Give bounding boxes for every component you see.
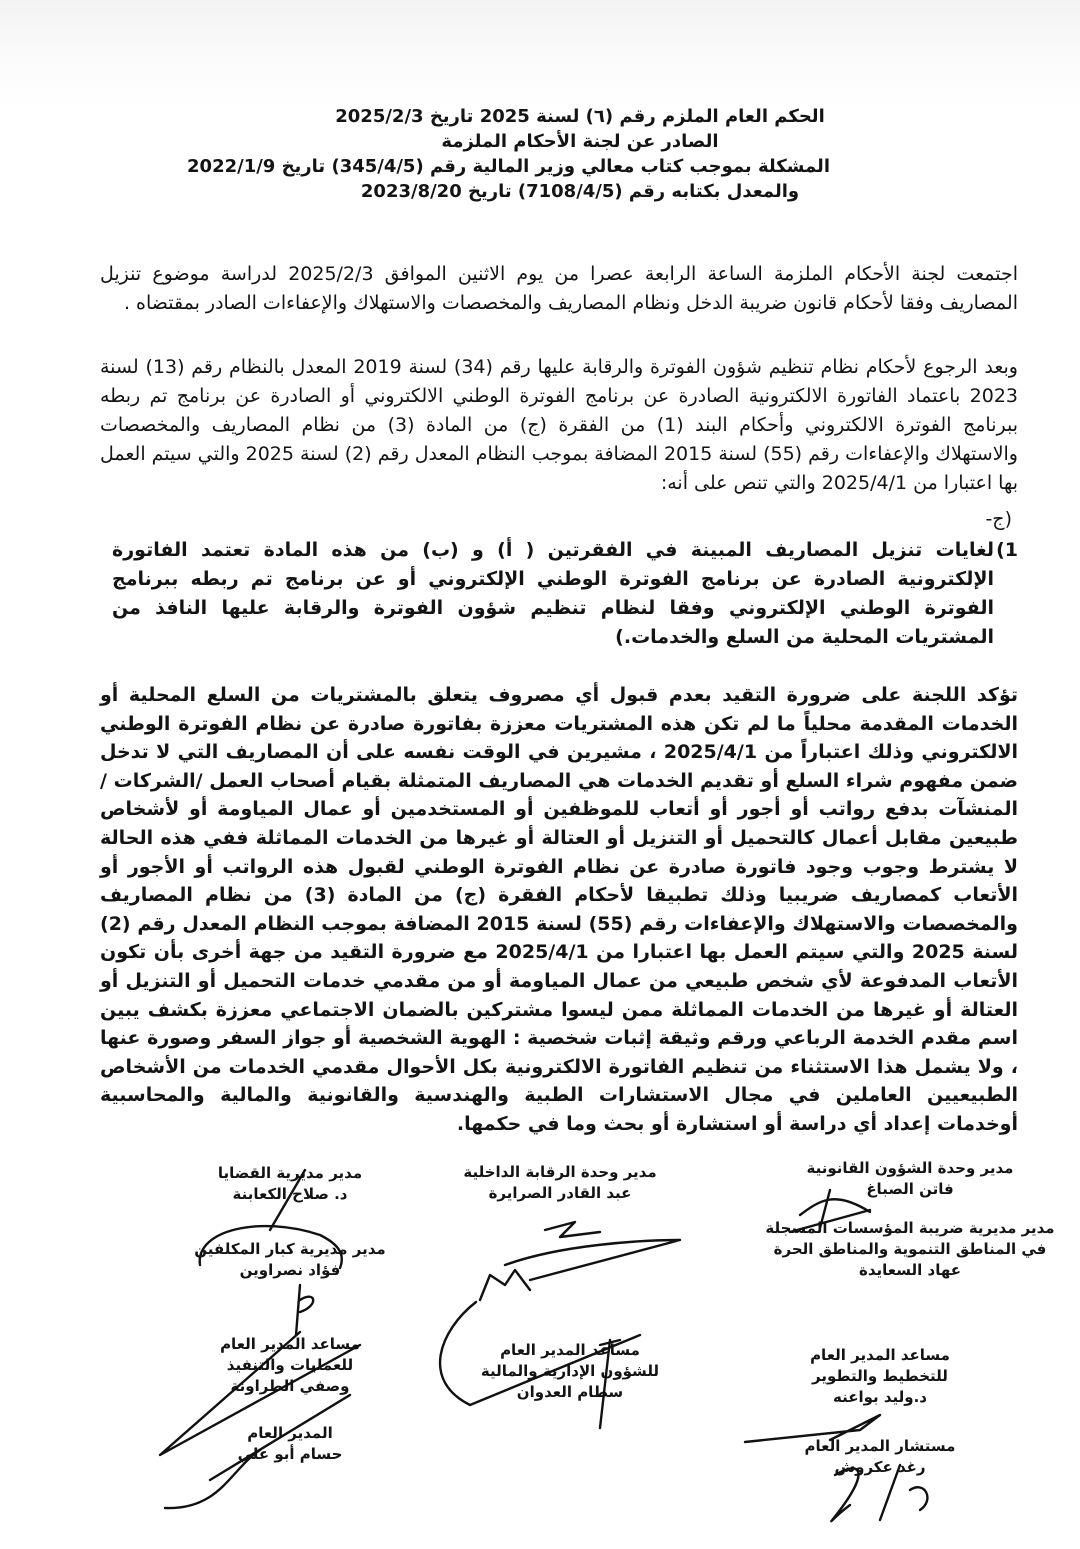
signatory-title: مساعد المدير العام bbox=[810, 1346, 950, 1364]
signatory-name: فاتن الصباغ bbox=[866, 1180, 954, 1198]
signatory-title: مساعد المدير العام bbox=[500, 1341, 640, 1359]
signatory-title: مساعد المدير العام bbox=[220, 1335, 360, 1353]
clause-number: 1) bbox=[996, 539, 1018, 561]
header-formation: المشكلة بموجب كتاب معالي وزير المالية رقم (345/4/5) تاريخ 2022/1/9 bbox=[187, 156, 830, 177]
signature-stroke-nasrawin bbox=[296, 1285, 313, 1335]
paragraph-reference: وبعد الرجوع لأحكام نظام تنظيم شؤون الفوترة والرقابة عليها رقم (34) لسنة 2019 المعدل بالنظام رقم (13) لسنة 2023 باعتماد الفاتورة الالكترونية الصادرة عن برنامج الفوترة الوطني الالكتروني أو الصادرة عن برنامج تم ربطه ببرنامج الفوترة الالكتروني وأحكام البند (1) من الفقرة (ج) من المادة (3) من نظام المصاريف والمخصصات والاستهلاك والإعفاءات رقم (55) لسنة 2015 المضافة بموجب النظام المعدل رقم (2) لسنة 2025 والتي سيتم العمل بها اعتبارا من 2025/4/1 والتي تنص على أنه: bbox=[100, 356, 1018, 494]
signatory-name: سطام العدوان bbox=[516, 1383, 624, 1401]
signatory-title: للعمليات والتنفيذ bbox=[226, 1356, 354, 1374]
signatory-name: د.وليد بواعنه bbox=[832, 1388, 927, 1406]
signatory-name: د. صلاح الكعابنة bbox=[232, 1185, 348, 1203]
signature-stroke-sarayreh bbox=[480, 1222, 680, 1300]
signatory-name: رغد عكروش bbox=[834, 1458, 926, 1476]
header-ruling-number: الحكم العام الملزم رقم (٦) لسنة 2025 تاريخ 2025/2/3 bbox=[335, 106, 825, 127]
signatory-title: مستشار المدير العام bbox=[804, 1437, 956, 1455]
signatory-name: عهاد السعايدة bbox=[859, 1261, 961, 1279]
signature-block-legal-free-zones bbox=[760, 1158, 1060, 1281]
document-header bbox=[187, 104, 830, 204]
header-issuer: الصادر عن لجنة الأحكام الملزمة bbox=[441, 131, 719, 152]
signatory-title: مدير مديرية ضريبة المؤسسات المسجلة bbox=[765, 1219, 1055, 1237]
paragraph-meeting: اجتمعت لجنة الأحكام الملزمة الساعة الرابعة عصرا من يوم الاثنين الموافق 2025/2/3 لدراسة موضوع تنزيل المصاريف وفقا لأحكام قانون ضريبة الدخل ونظام المصاريف والمخصصات والاستهلاك والإعفاءات الصادر بمقتضاه . bbox=[100, 263, 1018, 314]
signatory-name: عبد القادر الصرايرة bbox=[488, 1184, 632, 1202]
signature-block-internal-control bbox=[440, 1162, 680, 1204]
signature-block-operations-director bbox=[170, 1334, 410, 1465]
signatory-title: مدير مديرية القضايا bbox=[217, 1164, 363, 1182]
clause-text: لغايات تنزيل المصاريف المبينة في الفقرتين ( أ) و (ب) من هذه المادة تعتمد الفاتورة الإلكترونية الصادرة عن برنامج الفوترة الوطني الإلكتروني أو عن برنامج تم ربطه ببرنامج الفوترة الوطني الإلكتروني وفقا لنظام تنظيم شؤون الفوترة والرقابة عليها النافذ من المشتريات المحلية من السلع والخدمات.) bbox=[112, 539, 994, 648]
signatory-title: في المناطق التنموية والمناطق الحرة bbox=[773, 1240, 1047, 1258]
signatory-title: للشؤون الإدارية والمالية bbox=[480, 1362, 660, 1380]
quoted-clause bbox=[112, 536, 1018, 652]
signatory-title: مدير مديرية كبار المكلفين bbox=[194, 1240, 386, 1258]
signatory-title: المدير العام bbox=[247, 1424, 333, 1442]
signatory-title: للتخطيط والتطوير bbox=[812, 1367, 948, 1385]
clause-marker: (ج- bbox=[985, 508, 1012, 530]
header-amendment: والمعدل بكتابه رقم (7108/4/5) تاريخ 2023/8/20 bbox=[360, 181, 800, 202]
signatory-title: مدير وحدة الشؤون القانونية bbox=[806, 1159, 1014, 1177]
signatory-title: مدير وحدة الرقابة الداخلية bbox=[463, 1163, 657, 1181]
signatory-name: حسام أبو علي bbox=[237, 1445, 343, 1463]
paragraph-decision: تؤكد اللجنة على ضرورة التقيد بعدم قبول أي مصروف يتعلق بالمشتريات من السلع المحلية أو الخدمات المقدمة محلياً ما لم تكن هذه المشتريات معززة بفاتورة صادرة عن نظام الفوترة الوطني الالكتروني وذلك اعتباراً من 2025/4/1 ، مشيرين في الوقت نفسه على أن المصاريف التي لا تدخل ضمن مفهوم شراء السلع أو تقديم الخدمات هي المصاريف المتمثلة بقيام أصحاب العمل /الشركات /المنشآت بدفع رواتب أو أجور أو أتعاب للموظفين أو المستخدمين أو عمال المياومة أو لأشخاص طبيعين مقابل أعمال كالتحميل أو التنزيل أو العتالة أو غيرها من الخدمات المماثلة ففي هذه الحالة لا يشترط وجوب وجود فاتورة صادرة عن نظام الفوترة الوطني لقبول هذه الرواتب أو الأجور أو الأتعاب كمصاريف ضريبيا وذلك تطبيقا لأحكام الفقرة (ج) من المادة (3) من نظام المصاريف والمخصصات والاستهلاك والإعفاءات رقم (55) لسنة 2015 المضافة بموجب النظام المعدل رقم (2) لسنة 2025 والتي سيتم العمل بها اعتبارا من 2025/4/1 مع ضرورة التقيد من جهة أخرى بأن تكون الأتعاب المدفوعة لأي شخص طبيعي من عمال المياومة أو من مقدمي خدمات التحميل أو التنزيل أو العتالة أو غيرها من الخدمات المماثلة ممن ليسوا مشتركين بالضمان الاجتماعي معززة بكشف يبين اسم مقدم الخدمة الرباعي ورقم وثيقة إثبات شخصية : الهوية الشخصية أو جواز السفر وصورة عنها ، ولا يشمل هذا الاستثناء من تنظيم الفاتورة الالكترونية بكل الأحوال مقدمي الخدمات من الأشخاص الطبيعيين العاملين في مجال الاستشارات الطبية والهندسية والقانونية والمالية والمحاسبية أوخدمات إعداد أي دراسة أو استشارة أو بحث وما في حكمها. bbox=[100, 684, 1018, 1135]
signatory-name: وصفي الطراونة bbox=[230, 1377, 350, 1395]
signatory-name: فؤاد نصراوين bbox=[239, 1261, 341, 1279]
signature-block-admin-finance bbox=[460, 1340, 680, 1403]
signature-block-cases-large-taxpayers bbox=[170, 1163, 410, 1281]
signature-block-planning-advisor bbox=[760, 1345, 1000, 1478]
